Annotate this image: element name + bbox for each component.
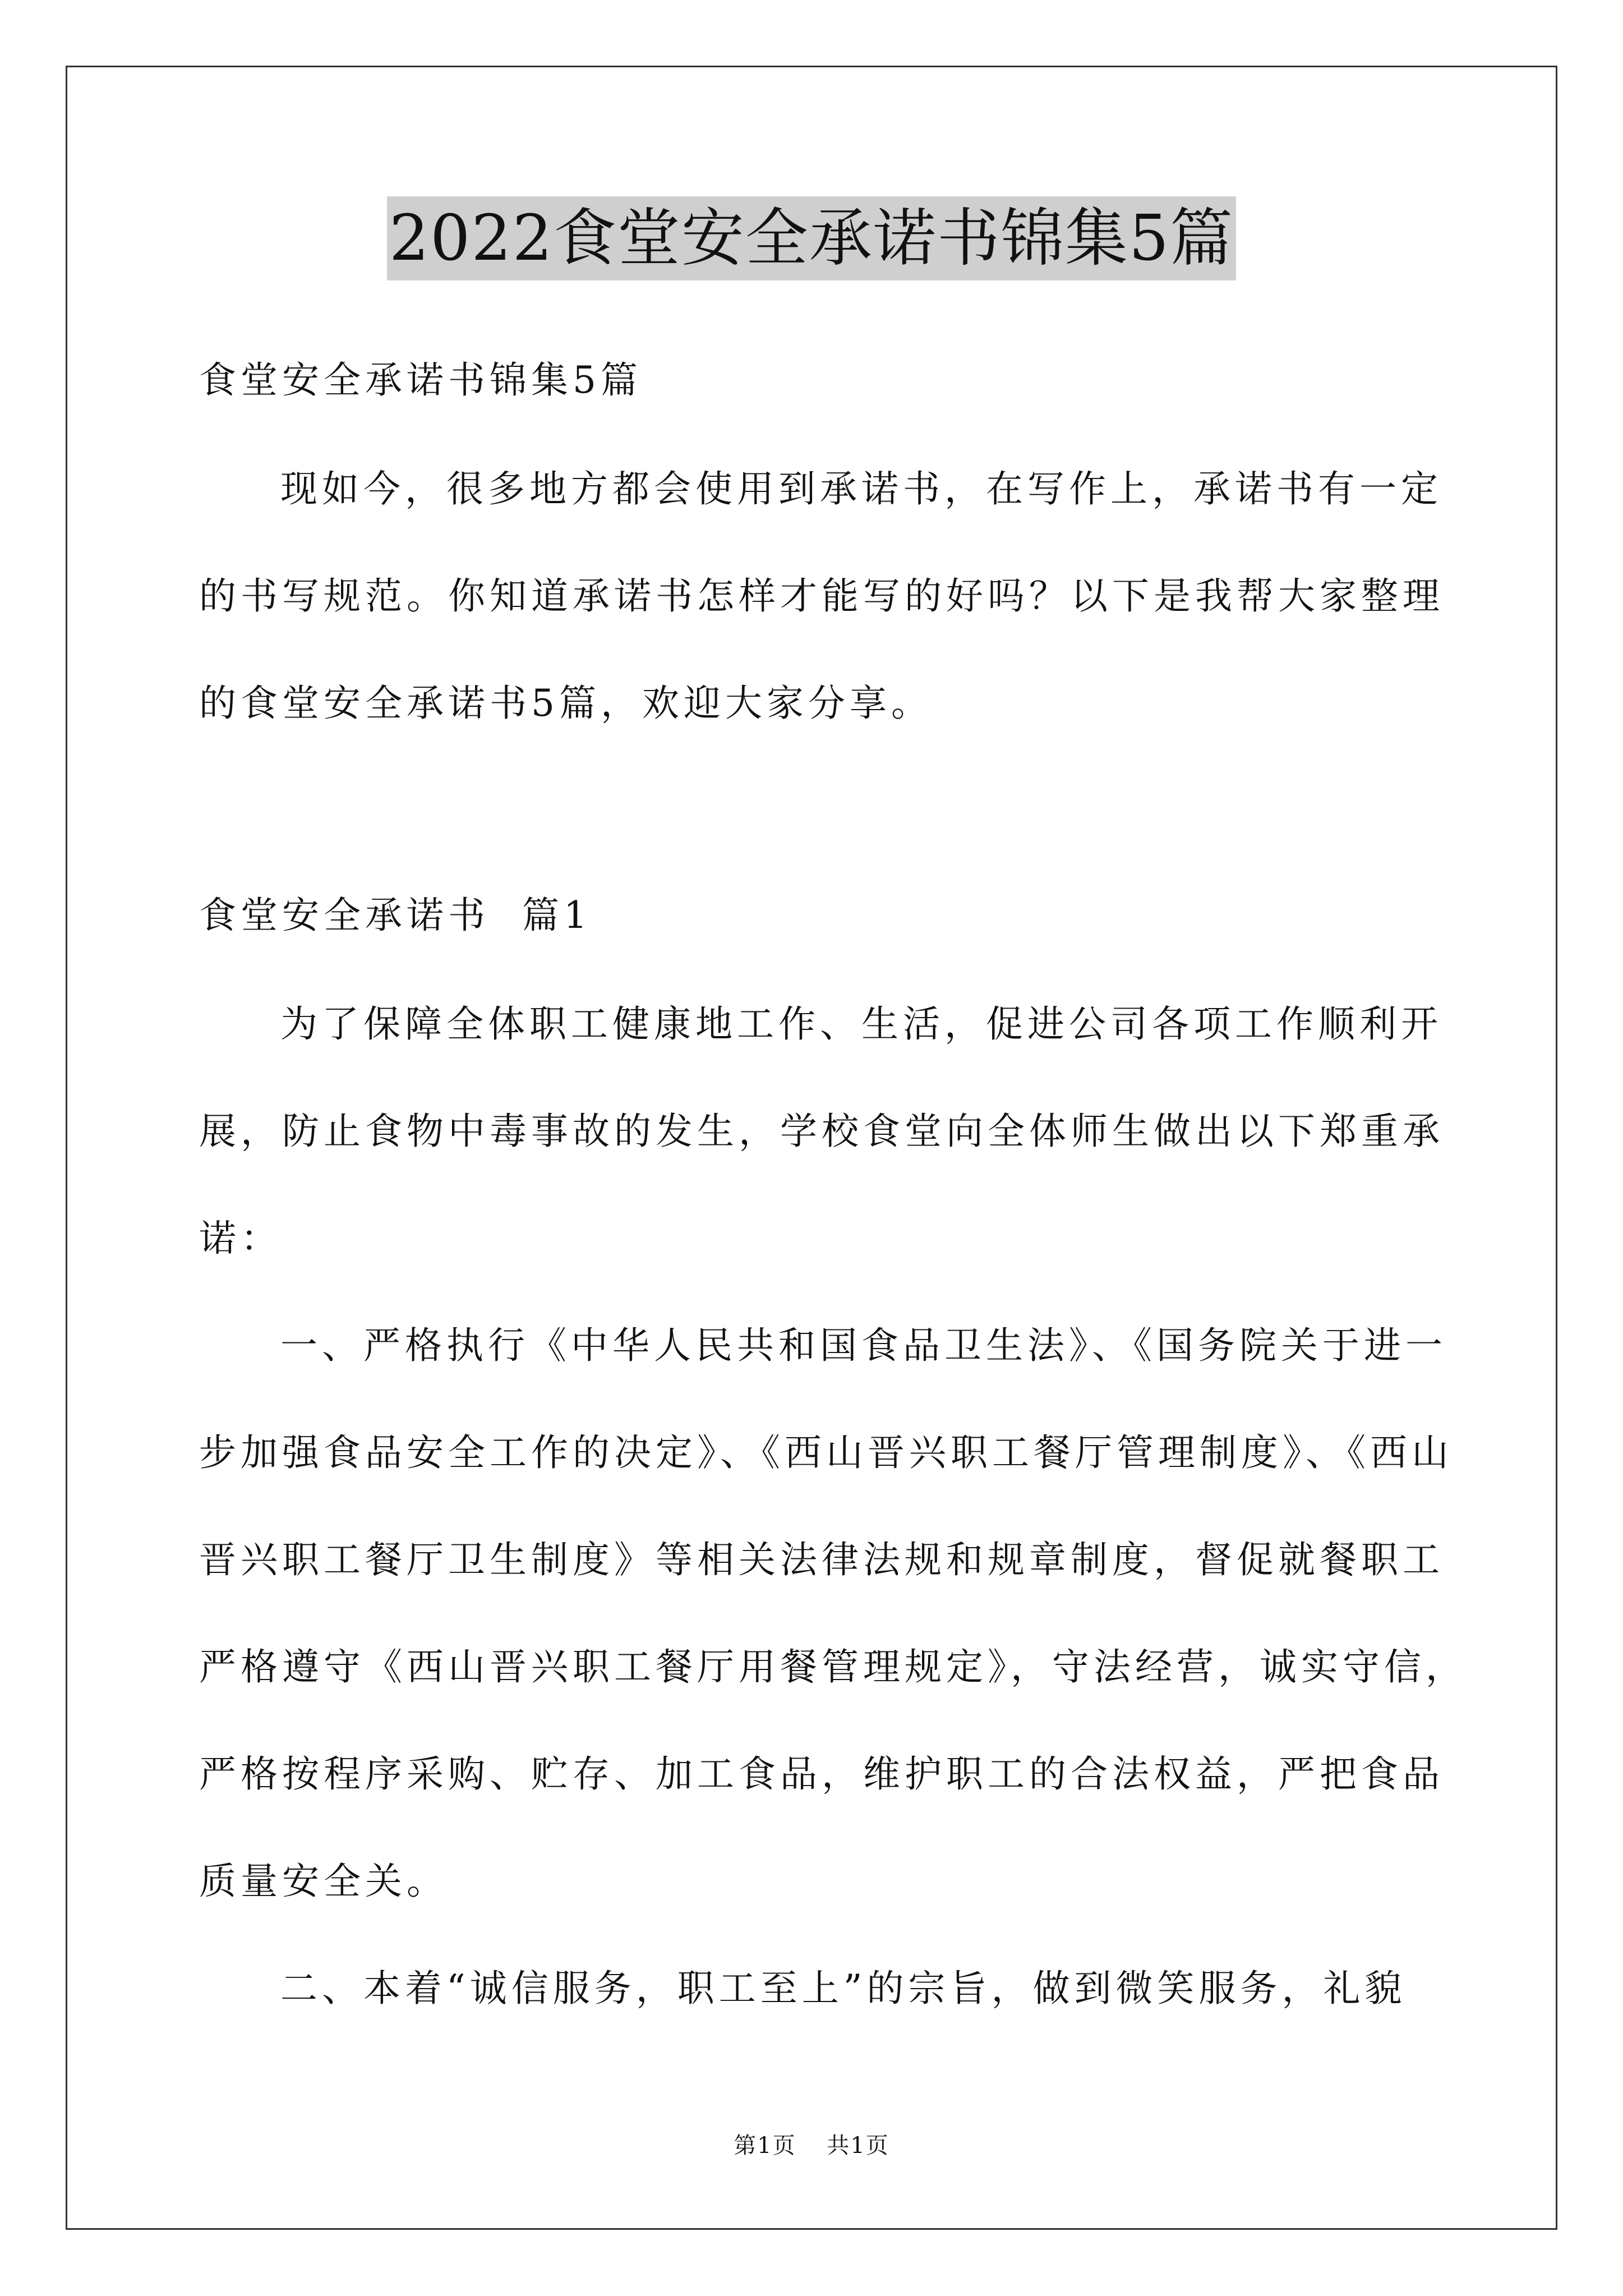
para1-line-2: 展，防止食物中毒事故的发生，学校食堂向全体师生做出以下郑重承 bbox=[199, 1110, 1444, 1153]
section-heading: 食堂安全承诺书 篇1 bbox=[199, 894, 592, 937]
page-number-current: 第1页 bbox=[734, 2133, 796, 2159]
document-subtitle: 食堂安全承诺书锦集5篇 bbox=[199, 358, 642, 402]
para1-line-1: 为了保障全体职工健康地工作、生活，促进公司各项工作顺利开 bbox=[280, 1002, 1442, 1046]
para2-line-3: 晋兴职工餐厅卫生制度》等相关法律法规和规章制度，督促就餐职工 bbox=[199, 1538, 1444, 1581]
intro-line-3: 的食堂安全承诺书5篇，欢迎大家分享。 bbox=[199, 682, 933, 725]
para2-line-4: 严格遵守《西山晋兴职工餐厅用餐管理规定》，守法经营，诚实守信， bbox=[199, 1645, 1467, 1688]
para3-line-1: 二、本着“诚信服务，职工至上”的宗旨，做到微笑服务，礼貌 bbox=[280, 1967, 1407, 2010]
para2-line-6: 质量安全关。 bbox=[199, 1860, 448, 1903]
para2-line-1: 一、严格执行《中华人民共和国食品卫生法》、《国务院关于进一 bbox=[280, 1324, 1447, 1367]
para2-line-5: 严格按程序采购、贮存、加工食品，维护职工的合法权益，严把食品 bbox=[199, 1752, 1444, 1796]
page-number-total: 共1页 bbox=[827, 2133, 889, 2159]
para2-line-2: 步加强食品安全工作的决定》、《西山晋兴职工餐厅管理制度》、《西山 bbox=[199, 1431, 1453, 1474]
para1-line-3: 诺： bbox=[199, 1217, 282, 1260]
intro-line-1: 现如今，很多地方都会使用到承诺书，在写作上，承诺书有一定 bbox=[280, 467, 1442, 510]
page-footer bbox=[0, 2129, 1623, 2162]
document-title: 2022食堂安全承诺书锦集5篇 bbox=[387, 196, 1236, 280]
title-container bbox=[0, 196, 1623, 280]
intro-line-2: 的书写规范。你知道承诺书怎样才能写的好吗？以下是我帮大家整理 bbox=[199, 574, 1444, 618]
